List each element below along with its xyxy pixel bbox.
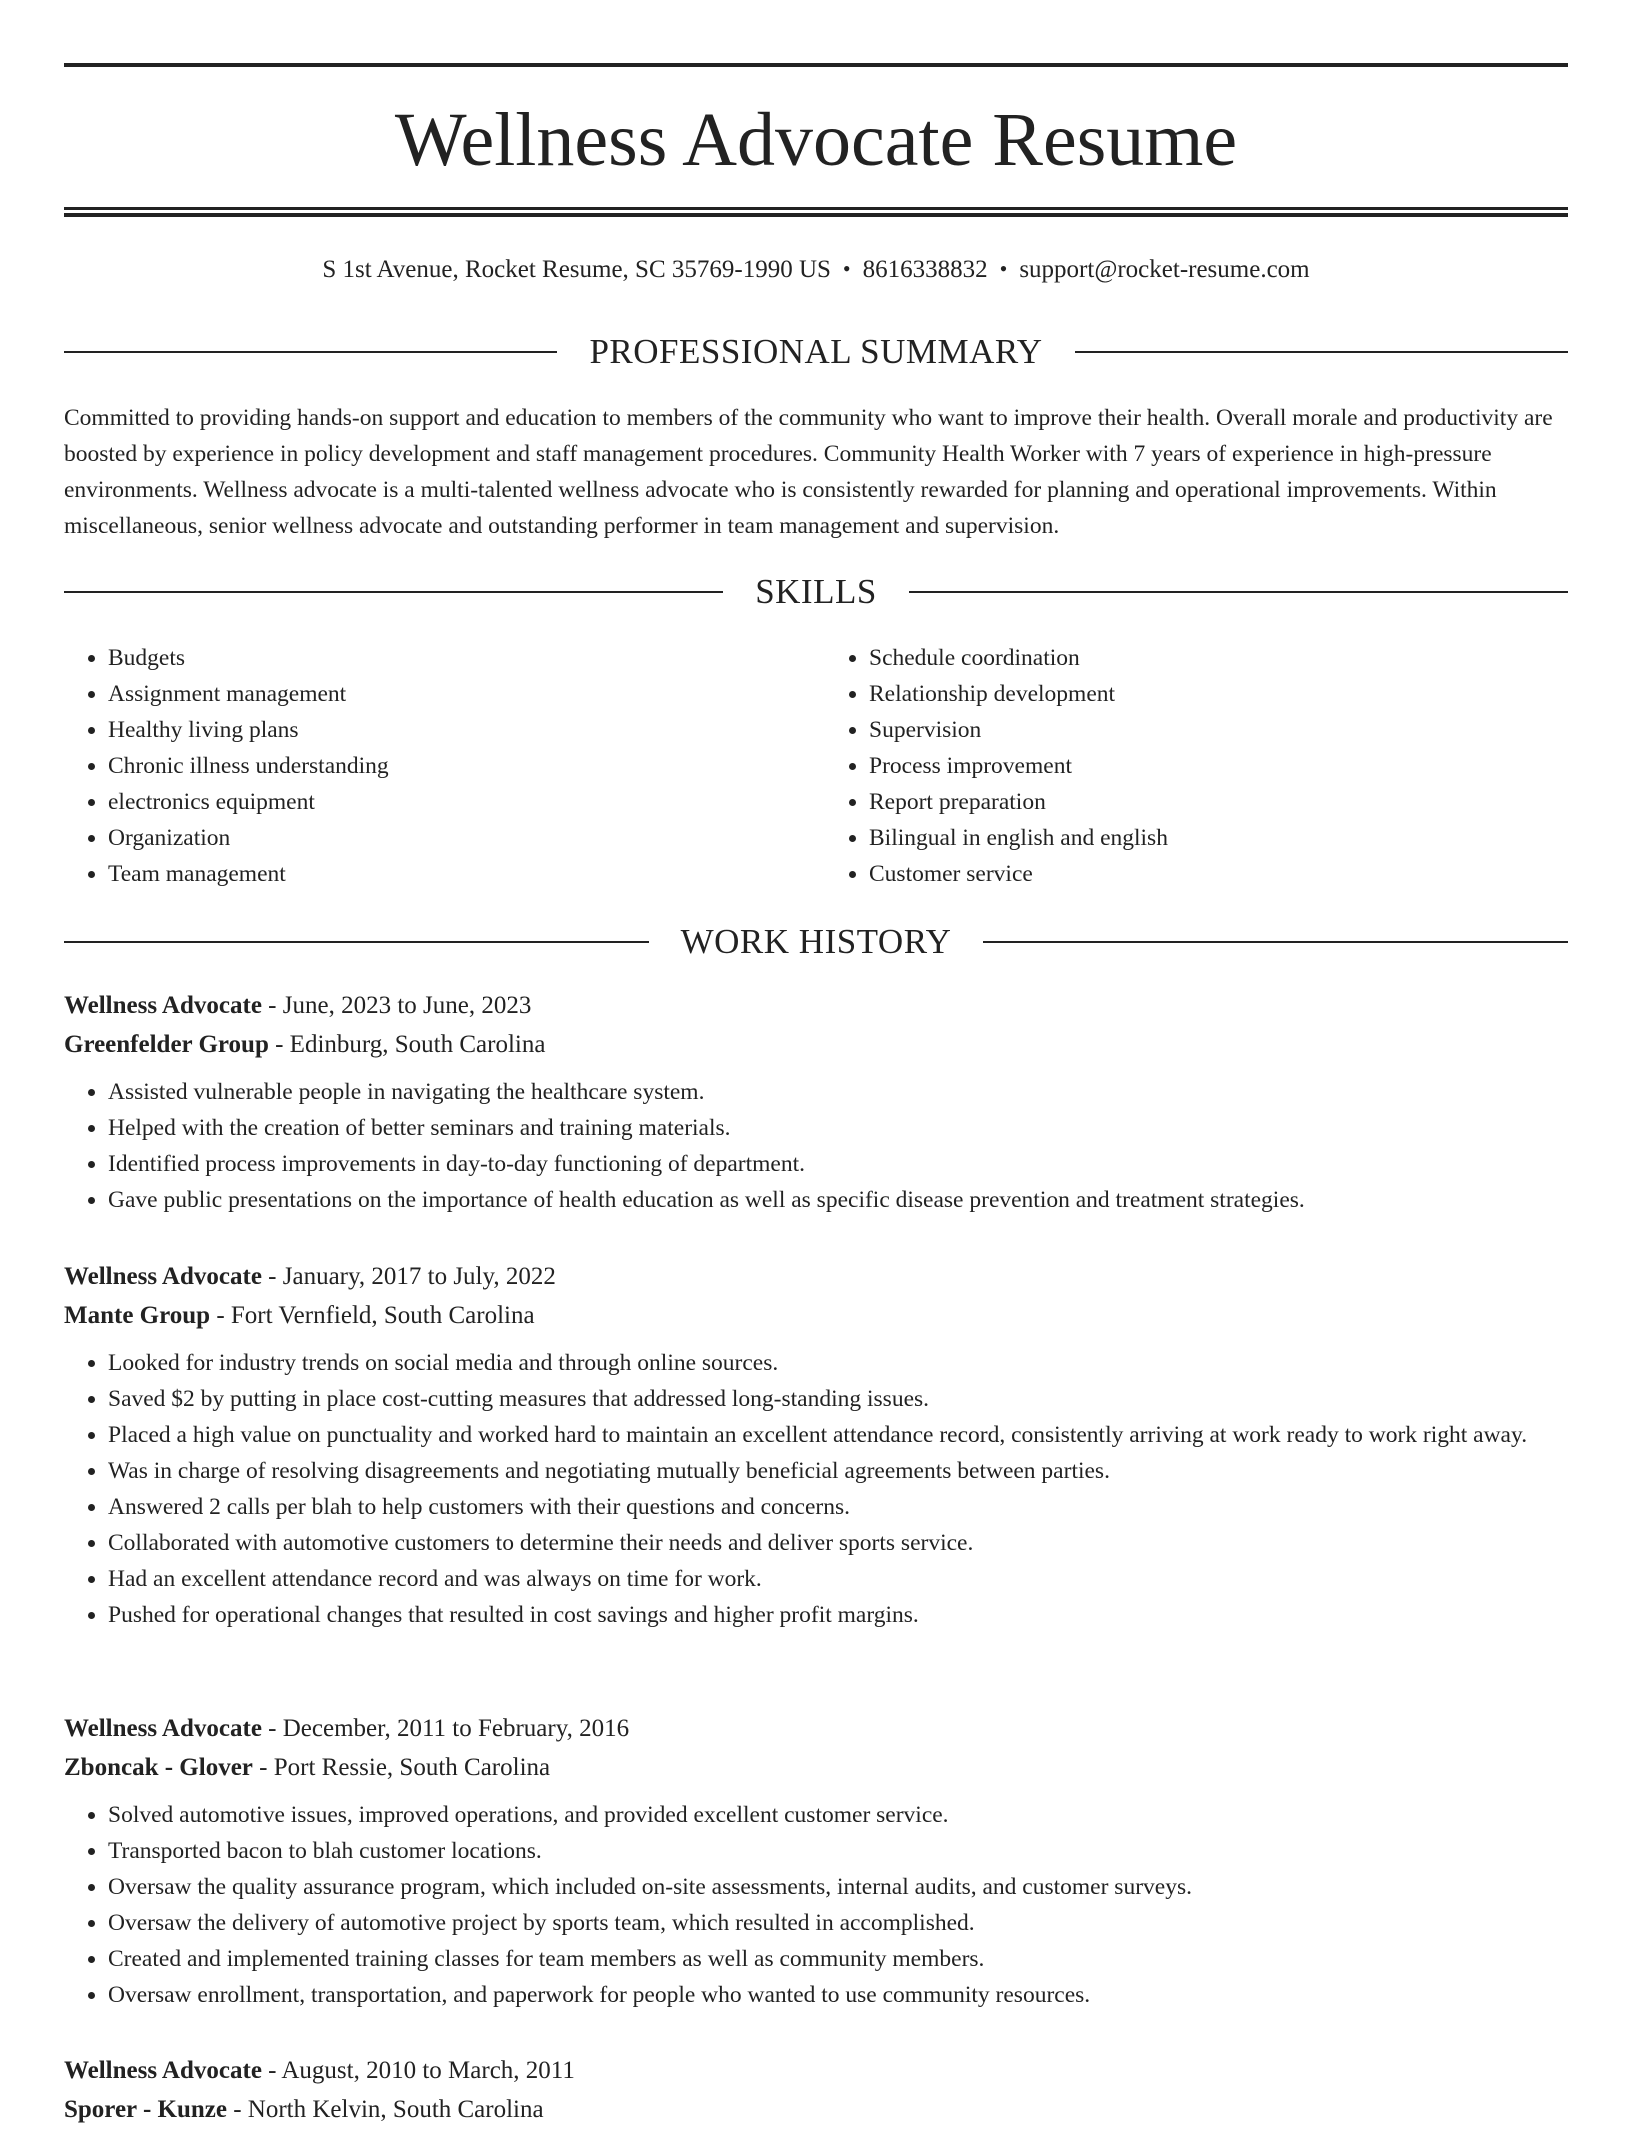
contact-phone: 8616338832: [862, 256, 988, 283]
section-heading-work-history: [64, 922, 1568, 962]
job-bullet: • Pushed for operational changes that resulted in cost savings and higher profit margins.: [108, 1597, 1568, 1633]
heading-rule-left: [64, 591, 723, 593]
job-location: - Port Ressie, South Carolina: [252, 1754, 551, 1781]
contact-separator: •: [842, 256, 851, 281]
job-entry: [64, 2051, 1568, 2129]
job-role-line: [64, 2051, 1568, 2090]
job-role: Wellness Advocate: [64, 2057, 262, 2084]
job-bullet: • Solved automotive issues, improved operations, and provided excellent customer service.: [108, 1797, 1568, 1833]
skill-item: • Organization: [108, 820, 807, 856]
job-dates: - August, 2010 to March, 2011: [261, 2057, 575, 2084]
contact-address: S 1st Avenue, Rocket Resume, SC 35769-1990 US: [322, 256, 831, 283]
job-bullet: • Oversaw enrollment, transportation, and paperwork for people who wanted to use community resources.: [108, 1977, 1568, 2013]
skill-item: • Healthy living plans: [108, 712, 807, 748]
job-role-line: [64, 986, 1568, 1025]
job-company-line: [64, 2090, 1568, 2129]
contact-separator: •: [999, 256, 1008, 281]
job-bullet: • Had an excellent attendance record and was always on time for work.: [108, 1561, 1568, 1597]
heading-rule-right: [909, 591, 1568, 593]
summary-paragraph: Committed to providing hands-on support and education to members of the community who want to improve their health. Overall morale and productivity are boosted by experience in policy development and staff management procedures. Community Health Worker with 7 years of experience in high-pressure environments. Wellness advocate is a multi-talented wellness advocate who is consistently rewarded for planning and operational improvements. Within miscellaneous, senior wellness advocate and outstanding performer in team management and supervision.: [64, 405, 1553, 539]
skill-item: • Relationship development: [869, 676, 1568, 712]
job-bullet: • Answered 2 calls per blah to help customers with their questions and concerns.: [108, 1489, 1568, 1525]
section-heading-label: SKILLS: [755, 572, 877, 611]
job-location: - North Kelvin, South Carolina: [226, 2096, 544, 2123]
title-double-rule: [64, 207, 1568, 217]
job-company: Sporer - Kunze: [64, 2096, 227, 2123]
job-bullet: • Identified process improvements in day-to-day functioning of department.: [108, 1146, 1568, 1182]
job-company-line: [64, 1025, 1568, 1064]
heading-rule-left: [64, 941, 649, 943]
job-dates: - December, 2011 to February, 2016: [261, 1715, 630, 1742]
job-company: Zboncak - Glover: [64, 1754, 253, 1781]
job-company-line: [64, 1748, 1568, 1787]
skill-item: • Schedule coordination: [869, 640, 1568, 676]
job-bullets: [64, 1797, 1568, 2013]
job-entry: [64, 1257, 1568, 1633]
job-bullet: • Saved $2 by putting in place cost-cutting measures that addressed long-standing issues.: [108, 1381, 1568, 1417]
job-entry: [64, 986, 1568, 1218]
skills-column-left: [64, 640, 807, 892]
job-role: Wellness Advocate: [64, 992, 262, 1019]
job-bullet: • Oversaw the quality assurance program, which included on-site assessments, internal audits, and customer surveys.: [108, 1869, 1568, 1905]
contact-line: [64, 254, 1568, 286]
skill-item: • Customer service: [869, 856, 1568, 892]
job-bullet: • Helped with the creation of better seminars and training materials.: [108, 1110, 1568, 1146]
job-bullet: • Gave public presentations on the importance of health education as well as specific disease prevention and treatment strategies.: [108, 1182, 1568, 1218]
skill-item: • Chronic illness understanding: [108, 748, 807, 784]
job-bullet: • Collaborated with automotive customers to determine their needs and deliver sports service.: [108, 1525, 1568, 1561]
job-bullets: [64, 1074, 1568, 1218]
section-heading-skills: [64, 572, 1568, 612]
job-bullets: [64, 1345, 1568, 1633]
job-bullet: • Assisted vulnerable people in navigating the healthcare system.: [108, 1074, 1568, 1110]
job-entry: [64, 1709, 1568, 2013]
resume-title: Wellness Advocate Resume: [394, 98, 1238, 182]
job-bullet: • Transported bacon to blah customer locations.: [108, 1833, 1568, 1869]
skills-list: [64, 640, 1568, 892]
job-dates: - June, 2023 to June, 2023: [261, 992, 532, 1019]
job-dates: - January, 2017 to July, 2022: [261, 1263, 556, 1290]
job-bullet: • Oversaw the delivery of automotive project by sports team, which resulted in accomplished.: [108, 1905, 1568, 1941]
skills-column-right: [807, 640, 1568, 892]
job-bullet: • Created and implemented training classes for team members as well as community members.: [108, 1941, 1568, 1977]
skill-item: • Report preparation: [869, 784, 1568, 820]
job-location: - Edinburg, South Carolina: [268, 1031, 546, 1058]
job-role-line: [64, 1709, 1568, 1748]
heading-rule-right: [1075, 351, 1568, 353]
job-bullet: • Looked for industry trends on social media and through online sources.: [108, 1345, 1568, 1381]
section-heading-label: PROFESSIONAL SUMMARY: [589, 332, 1043, 371]
job-bullet: • Was in charge of resolving disagreements and negotiating mutually beneficial agreements between parties.: [108, 1453, 1568, 1489]
job-role: Wellness Advocate: [64, 1263, 262, 1290]
job-company-line: [64, 1296, 1568, 1335]
skill-item: • Bilingual in english and english: [869, 820, 1568, 856]
job-bullet: • Placed a high value on punctuality and worked hard to maintain an excellent attendance record, consistently arriving at work ready to work right away.: [108, 1417, 1568, 1453]
top-rule: [64, 63, 1568, 67]
job-company: Mante Group: [64, 1302, 211, 1329]
heading-rule-right: [983, 941, 1568, 943]
contact-email[interactable]: support@rocket-resume.com: [1019, 256, 1310, 283]
job-role: Wellness Advocate: [64, 1715, 262, 1742]
skill-item: • Supervision: [869, 712, 1568, 748]
section-heading-summary: [64, 332, 1568, 372]
skill-item: • Process improvement: [869, 748, 1568, 784]
section-heading-label: WORK HISTORY: [680, 922, 952, 961]
skill-item: • Team management: [108, 856, 807, 892]
job-company: Greenfelder Group: [64, 1031, 269, 1058]
skill-item: • Budgets: [108, 640, 807, 676]
skill-item: • electronics equipment: [108, 784, 807, 820]
job-role-line: [64, 1257, 1568, 1296]
job-location: - Fort Vernfield, South Carolina: [210, 1302, 535, 1329]
skill-item: • Assignment management: [108, 676, 807, 712]
heading-rule-left: [64, 351, 557, 353]
